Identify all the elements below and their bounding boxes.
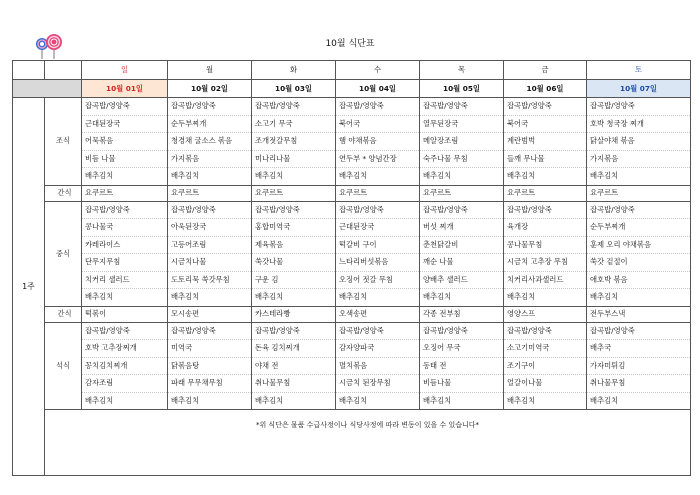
menu-item: 파래 무무채무침 xyxy=(168,375,251,393)
snack1-cell: 요쿠르트 xyxy=(336,185,420,201)
menu-item: 잡곡밥/영양죽 xyxy=(82,323,167,341)
menu-item: 치커리 샐러드 xyxy=(82,272,167,290)
menu-item: 콩나물무침 xyxy=(504,237,586,255)
snack2-cell: 떡볶이 xyxy=(82,306,168,322)
date-mon: 10월 02일 xyxy=(168,80,252,98)
menu-item: 북어국 xyxy=(504,116,586,134)
menu-item: 비듬 나물 xyxy=(82,151,167,169)
weekday-thu: 목 xyxy=(420,61,504,80)
snack2-cell: 오색송편 xyxy=(336,306,420,322)
menu-item: 배추김치 xyxy=(507,171,536,180)
breakfast-cell xyxy=(420,98,504,186)
menu-item: 도토리묵 쑥갓무침 xyxy=(168,272,251,290)
breakfast-cell xyxy=(82,98,168,186)
dinner-cell xyxy=(168,322,252,410)
menu-item: 배추국 xyxy=(587,340,690,358)
meal-label-breakfast: 조식 xyxy=(45,98,82,186)
menu-item: 구운 김 xyxy=(252,272,335,290)
menu-item: 소고기 무국 xyxy=(252,116,335,134)
menu-item: 멸치볶음 xyxy=(336,358,419,376)
lunch-cell xyxy=(504,201,587,306)
snack1-cell: 요쿠르트 xyxy=(420,185,504,201)
menu-item: 근대된장국 xyxy=(336,219,419,237)
meal-label-snack2: 간식 xyxy=(45,306,82,322)
menu-item: 돈육 김치찌개 xyxy=(252,340,335,358)
dinner-cell xyxy=(420,322,504,410)
menu-item: 쑥갓 겉절이 xyxy=(587,254,690,272)
menu-item: 꽁치김치찌개 xyxy=(82,358,167,376)
snack2-cell: 영양스프 xyxy=(504,306,587,322)
menu-item: 조개젓갈무침 xyxy=(252,133,335,151)
menu-item: 잡곡밥/영양죽 xyxy=(168,98,251,116)
menu-item: 비듬나물 xyxy=(420,375,503,393)
menu-item: 오징어 무국 xyxy=(420,340,503,358)
menu-item: 버섯 찌개 xyxy=(420,219,503,237)
menu-item: 가지볶음 xyxy=(587,151,690,169)
menu-item: 잡곡밥/영양죽 xyxy=(336,202,419,220)
menu-item: 떡갈비 구이 xyxy=(336,237,419,255)
menu-item: 춘천닭갈비 xyxy=(420,237,503,255)
menu-item: 연두부 * 양념간장 xyxy=(336,151,419,169)
menu-item: 배추김치 xyxy=(171,171,200,180)
menu-item: 배추김치 xyxy=(423,171,452,180)
dinner-cell xyxy=(336,322,420,410)
week-label: 1주 xyxy=(13,98,45,476)
weekday-wed: 수 xyxy=(336,61,420,80)
menu-item: 배추김치 xyxy=(423,395,452,405)
menu-item: 고등어조림 xyxy=(168,237,251,255)
menu-item: 쑥갓나물 xyxy=(252,254,335,272)
page-title: 10월 식단표 xyxy=(325,39,375,49)
date-sun: 10월 01일 xyxy=(82,80,168,98)
snack1-cell: 요쿠르트 xyxy=(168,185,252,201)
menu-item: 조기구이 xyxy=(504,358,586,376)
menu-item: 배추김치 xyxy=(423,292,452,301)
menu-item: 잡곡밥/영양죽 xyxy=(587,98,690,116)
snack1-cell: 요쿠르트 xyxy=(252,185,336,201)
menu-item: 홍합미역국 xyxy=(252,219,335,237)
lunch-cell xyxy=(336,201,420,306)
menu-item: 배추김치 xyxy=(171,395,200,405)
menu-item: 취나물무침 xyxy=(587,375,690,393)
menu-item: 햄 야채볶음 xyxy=(336,133,419,151)
weekday-sun: 일 xyxy=(82,61,168,80)
weekday-fri: 금 xyxy=(504,61,587,80)
lunch-cell xyxy=(252,201,336,306)
menu-item: 카레라이스 xyxy=(82,237,167,255)
menu-item: 배추김치 xyxy=(590,171,619,180)
snack2-cell: 각종 전부침 xyxy=(420,306,504,322)
snack2-cell: 카스테라빵 xyxy=(252,306,336,322)
menu-item: 잡곡밥/영양죽 xyxy=(504,98,586,116)
menu-item: 잡곡밥/영양죽 xyxy=(587,202,690,220)
menu-item: 오징어 젓갈 무침 xyxy=(336,272,419,290)
snack2-row xyxy=(13,306,691,322)
weekday-row xyxy=(13,61,691,80)
menu-item: 청경채 굴소스 볶음 xyxy=(168,133,251,151)
menu-item: 순두부찌개 xyxy=(587,219,690,237)
menu-item: 계란범벅 xyxy=(504,133,586,151)
menu-item: 배추김치 xyxy=(85,395,114,405)
menu-item: 잡곡밥/영양죽 xyxy=(82,98,167,116)
snack1-cell: 요쿠르트 xyxy=(587,185,691,201)
menu-item: 시금치 고추장 무침 xyxy=(504,254,586,272)
menu-item: 육개장 xyxy=(504,219,586,237)
menu-item: 메알장조림 xyxy=(420,133,503,151)
menu-item: 배추김치 xyxy=(590,395,619,405)
snack2-cell: 전두부스낵 xyxy=(587,306,691,322)
menu-item: 잡곡밥/영양죽 xyxy=(168,202,251,220)
menu-item: 취나물무침 xyxy=(252,375,335,393)
notice-text: *위 식단은 물품 수급사정이나 식당사정에 따라 변동이 있을 수 있습니다* xyxy=(45,410,691,476)
menu-item: 동태 전 xyxy=(420,358,503,376)
weekday-mon: 월 xyxy=(168,61,252,80)
date-row xyxy=(13,80,691,98)
menu-item: 잡곡밥/영양죽 xyxy=(420,98,503,116)
dinner-cell xyxy=(252,322,336,410)
meal-label-lunch: 중식 xyxy=(45,201,82,306)
weekday-sat: 토 xyxy=(587,61,691,80)
menu-item: 야채 전 xyxy=(252,358,335,376)
dinner-cell xyxy=(82,322,168,410)
menu-item: 배추김치 xyxy=(255,292,284,301)
menu-item: 잡곡밥/영양죽 xyxy=(504,323,586,341)
menu-item: 호박 청국장 찌개 xyxy=(587,116,690,134)
menu-item: 잡곡밥/영양죽 xyxy=(587,323,690,341)
menu-item: 잡곡밥/영양죽 xyxy=(336,98,419,116)
menu-item: 양배추 샐러드 xyxy=(420,272,503,290)
menu-item: 시금치나물 xyxy=(168,254,251,272)
menu-table xyxy=(12,60,691,476)
menu-item: 잡곡밥/영양죽 xyxy=(420,202,503,220)
menu-item: 잡곡밥/영양죽 xyxy=(504,202,586,220)
dinner-row xyxy=(13,322,691,410)
menu-item: 닭볶음탕 xyxy=(168,358,251,376)
menu-item: 훈제 오리 야채볶음 xyxy=(587,237,690,255)
breakfast-cell xyxy=(168,98,252,186)
menu-item: 단무지무침 xyxy=(82,254,167,272)
breakfast-cell xyxy=(252,98,336,186)
lunch-cell xyxy=(168,201,252,306)
dinner-cell xyxy=(587,322,691,410)
lunch-row xyxy=(13,201,691,306)
menu-item: 배추김치 xyxy=(85,292,114,301)
menu-item: 배추김치 xyxy=(85,171,114,180)
menu-item: 배추김치 xyxy=(507,292,536,301)
menu-item: 순두부찌개 xyxy=(168,116,251,134)
menu-item: 잡곡밥/영양죽 xyxy=(168,323,251,341)
menu-item: 들깨 무나물 xyxy=(504,151,586,169)
menu-item: 깨순 나물 xyxy=(420,254,503,272)
menu-item: 배추김치 xyxy=(171,292,200,301)
meal-label-snack1: 간식 xyxy=(45,185,82,201)
menu-item: 닭살야채 볶음 xyxy=(587,133,690,151)
breakfast-cell xyxy=(336,98,420,186)
menu-item: 배추김치 xyxy=(255,395,284,405)
note-row xyxy=(13,410,691,476)
lunch-cell xyxy=(587,201,691,306)
snack1-row xyxy=(13,185,691,201)
menu-item: 배추김치 xyxy=(339,171,368,180)
menu-item: 배추김치 xyxy=(339,395,368,405)
menu-item: 배추김치 xyxy=(255,171,284,180)
dinner-cell xyxy=(504,322,587,410)
menu-item: 아욱된장국 xyxy=(168,219,251,237)
menu-item: 잡곡밥/영양죽 xyxy=(336,323,419,341)
snack1-cell: 요쿠르트 xyxy=(504,185,587,201)
menu-item: 열무된장국 xyxy=(420,116,503,134)
date-tue: 10월 03일 xyxy=(252,80,336,98)
menu-item: 미나리나물 xyxy=(252,151,335,169)
menu-item: 감자양파국 xyxy=(336,340,419,358)
menu-item: 미역국 xyxy=(168,340,251,358)
menu-item: 느타리버섯볶음 xyxy=(336,254,419,272)
menu-item: 호박 고추장찌개 xyxy=(82,340,167,358)
menu-item: 소고기미역국 xyxy=(504,340,586,358)
menu-item: 잡곡밥/영양죽 xyxy=(252,98,335,116)
lunch-cell xyxy=(420,201,504,306)
menu-item: 잡곡밥/영양죽 xyxy=(420,323,503,341)
menu-item: 숙주나물 무침 xyxy=(420,151,503,169)
date-sat: 10월 07일 xyxy=(587,80,691,98)
date-fri: 10월 06일 xyxy=(504,80,587,98)
menu-item: 배추김치 xyxy=(507,395,536,405)
menu-item: 잡곡밥/영양죽 xyxy=(252,202,335,220)
menu-item: 얼갈이나물 xyxy=(504,375,586,393)
breakfast-row xyxy=(13,98,691,186)
meal-label-dinner: 석식 xyxy=(45,322,82,410)
menu-item: 가자미튀김 xyxy=(587,358,690,376)
date-thu: 10월 05일 xyxy=(420,80,504,98)
snack1-cell: 요쿠르트 xyxy=(82,185,168,201)
menu-item: 배추김치 xyxy=(590,292,619,301)
menu-item: 가지볶음 xyxy=(168,151,251,169)
menu-item: 배추김치 xyxy=(339,292,368,301)
menu-item: 제육볶음 xyxy=(252,237,335,255)
breakfast-cell xyxy=(587,98,691,186)
menu-item: 시금치 된장무침 xyxy=(336,375,419,393)
menu-item: 어묵볶음 xyxy=(82,133,167,151)
menu-item: 북어국 xyxy=(336,116,419,134)
snack2-cell: 모시송편 xyxy=(168,306,252,322)
menu-item: 잡곡밥/영양죽 xyxy=(252,323,335,341)
menu-item: 잡곡밥/영양죽 xyxy=(82,202,167,220)
lunch-cell xyxy=(82,201,168,306)
breakfast-cell xyxy=(504,98,587,186)
weekday-tue: 화 xyxy=(252,61,336,80)
date-wed: 10월 04일 xyxy=(336,80,420,98)
menu-item: 애호박 볶음 xyxy=(587,272,690,290)
menu-item: 치커리사과샐러드 xyxy=(504,272,586,290)
menu-item: 근대된장국 xyxy=(82,116,167,134)
menu-item: 감자조림 xyxy=(82,375,167,393)
menu-item: 콩나물국 xyxy=(82,219,167,237)
